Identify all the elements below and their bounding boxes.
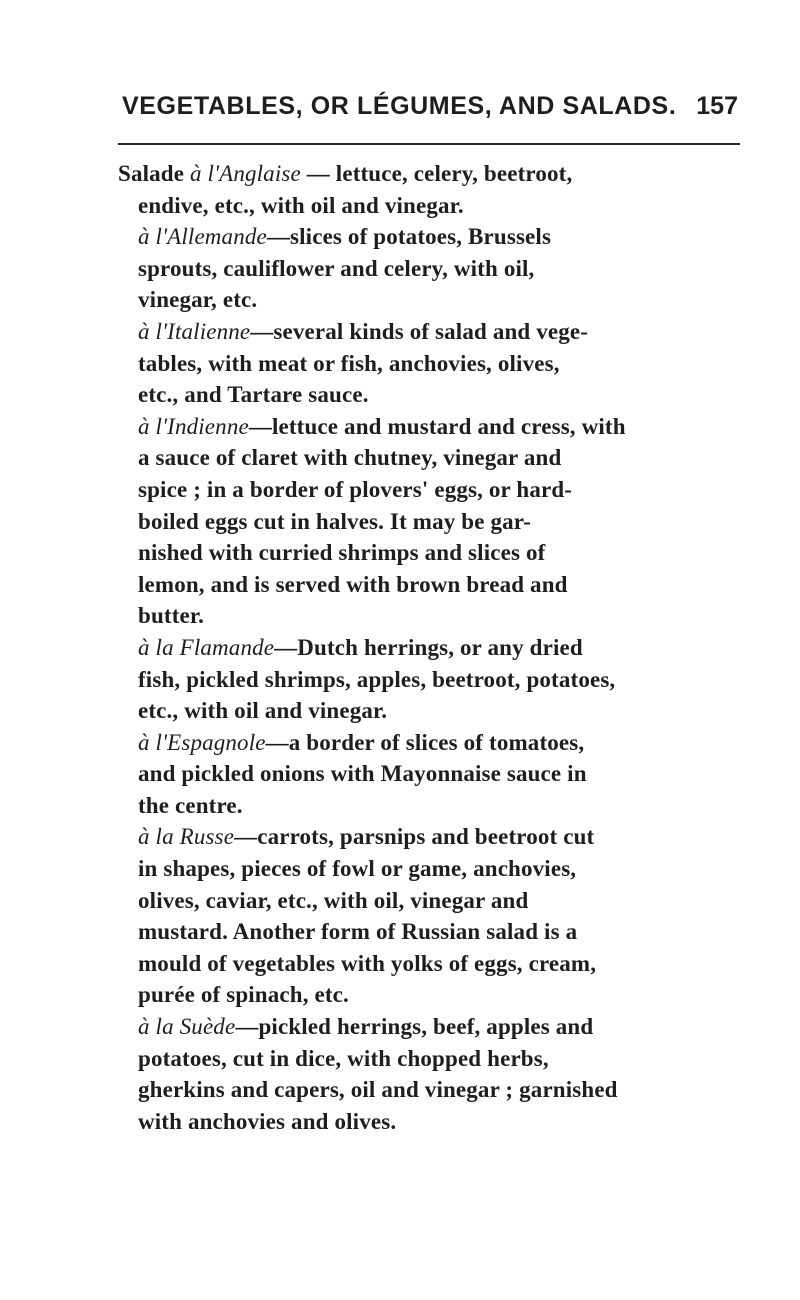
entry-text: mustard. Another form of Russian salad is a bbox=[138, 919, 578, 945]
salad-entry bbox=[118, 221, 746, 316]
running-head: VEGETABLES, OR LÉGUMES, AND SALADS. bbox=[122, 92, 677, 120]
entry-text: sprouts, cauliflower and celery, with oil, bbox=[138, 255, 535, 281]
entry-text: etc., with oil and vinegar. bbox=[138, 698, 388, 724]
salad-entry bbox=[118, 1011, 746, 1137]
entry-line bbox=[118, 853, 746, 885]
entry-text: —carrots, parsnips and beetroot cut bbox=[234, 824, 595, 850]
entry-first-line bbox=[118, 821, 746, 853]
entry-first-line bbox=[118, 1011, 746, 1043]
entry-line bbox=[118, 758, 746, 790]
salad-name: à l'Indienne bbox=[138, 413, 249, 439]
entry-text: and pickled onions with Mayonnaise sauce in bbox=[138, 761, 587, 787]
entry-text: gherkins and capers, oil and vinegar ; garnished bbox=[138, 1077, 618, 1103]
entry-text: a sauce of claret with chutney, vinegar and bbox=[138, 445, 562, 471]
entry-text: spice ; in a border of plovers' eggs, or hard- bbox=[138, 476, 573, 502]
header-rule bbox=[118, 143, 740, 145]
salad-name: à l'Italienne bbox=[138, 318, 251, 344]
salad-name: à la Flamande bbox=[138, 634, 275, 660]
salad-entry bbox=[118, 316, 746, 411]
entry-text: vinegar, etc. bbox=[138, 287, 258, 313]
entry-line bbox=[118, 948, 746, 980]
entry-line bbox=[118, 790, 746, 822]
entry-text: the centre. bbox=[138, 792, 243, 818]
salad-entry bbox=[118, 821, 746, 1011]
entry-text: potatoes, cut in dice, with chopped herbs, bbox=[138, 1045, 549, 1071]
entry-first-line bbox=[118, 158, 746, 190]
entry-line bbox=[118, 885, 746, 917]
entry-text: butter. bbox=[138, 603, 205, 629]
salad-entry bbox=[118, 158, 746, 221]
salad-entry bbox=[118, 411, 746, 632]
entry-line bbox=[118, 348, 746, 380]
entry-line bbox=[118, 1106, 746, 1138]
page-number: 157 bbox=[696, 92, 738, 120]
entry-text: —slices of potatoes, Brussels bbox=[266, 224, 552, 250]
salad-entry bbox=[118, 727, 746, 822]
salad-name: à l'Allemande bbox=[138, 224, 267, 250]
entry-text: purée of spinach, etc. bbox=[138, 982, 349, 1008]
entry-first-line bbox=[118, 411, 746, 443]
entry-line bbox=[118, 979, 746, 1011]
entry-text: —pickled herrings, beef, apples and bbox=[235, 1014, 594, 1040]
entry-first-line bbox=[118, 221, 746, 253]
entry-line bbox=[118, 695, 746, 727]
entry-line bbox=[118, 569, 746, 601]
salad-name: à l'Anglaise bbox=[189, 161, 301, 186]
entry-text: —lettuce and mustard and cress, with bbox=[248, 413, 626, 439]
entry-line bbox=[118, 253, 746, 285]
entry-line bbox=[118, 379, 746, 411]
entry-first-line bbox=[118, 316, 746, 348]
entry-text: —a border of slices of tomatoes, bbox=[265, 729, 585, 755]
entry-text: —Dutch herrings, or any dried bbox=[274, 634, 583, 660]
entry-line bbox=[118, 1043, 746, 1075]
entry-text: nished with curried shrimps and slices of bbox=[138, 540, 546, 566]
entry-text: etc., and Tartare sauce. bbox=[138, 382, 369, 408]
entry-line bbox=[118, 664, 746, 696]
entry-text: in shapes, pieces of fowl or game, anchovies, bbox=[138, 856, 577, 882]
entry-text: —several kinds of salad and vege- bbox=[250, 318, 589, 344]
page-header bbox=[96, 92, 740, 132]
entry-first-line bbox=[118, 632, 746, 664]
entry-text: lemon, and is served with brown bread and bbox=[138, 571, 568, 597]
entry-line bbox=[118, 506, 746, 538]
entry-text: boiled eggs cut in halves. It may be gar- bbox=[138, 508, 532, 534]
entry-line bbox=[118, 537, 746, 569]
salad-name: à la Russe bbox=[138, 824, 235, 850]
entry-text: olives, caviar, etc., with oil, vinegar and bbox=[138, 887, 529, 913]
entry-prefix: Salade bbox=[118, 161, 190, 186]
entry-text: fish, pickled shrimps, apples, beetroot, potatoes, bbox=[138, 666, 616, 692]
entry-line bbox=[118, 474, 746, 506]
entry-text: tables, with meat or fish, anchovies, olives, bbox=[138, 350, 560, 376]
salad-name: à la Suède bbox=[138, 1014, 236, 1040]
salad-name: à l'Espagnole bbox=[138, 729, 266, 755]
entry-line bbox=[118, 190, 746, 222]
entry-line bbox=[118, 1074, 746, 1106]
entry-text: — lettuce, celery, beetroot, bbox=[300, 161, 573, 186]
entry-text: endive, etc., with oil and vinegar. bbox=[138, 192, 464, 218]
entry-line bbox=[118, 284, 746, 316]
entry-line bbox=[118, 600, 746, 632]
entry-text: with anchovies and olives. bbox=[138, 1108, 397, 1134]
entry-line bbox=[118, 442, 746, 474]
salad-list bbox=[118, 158, 746, 1137]
entry-text: mould of vegetables with yolks of eggs, cream, bbox=[138, 950, 597, 976]
salad-entry bbox=[118, 632, 746, 727]
entry-line bbox=[118, 916, 746, 948]
entry-first-line bbox=[118, 727, 746, 759]
